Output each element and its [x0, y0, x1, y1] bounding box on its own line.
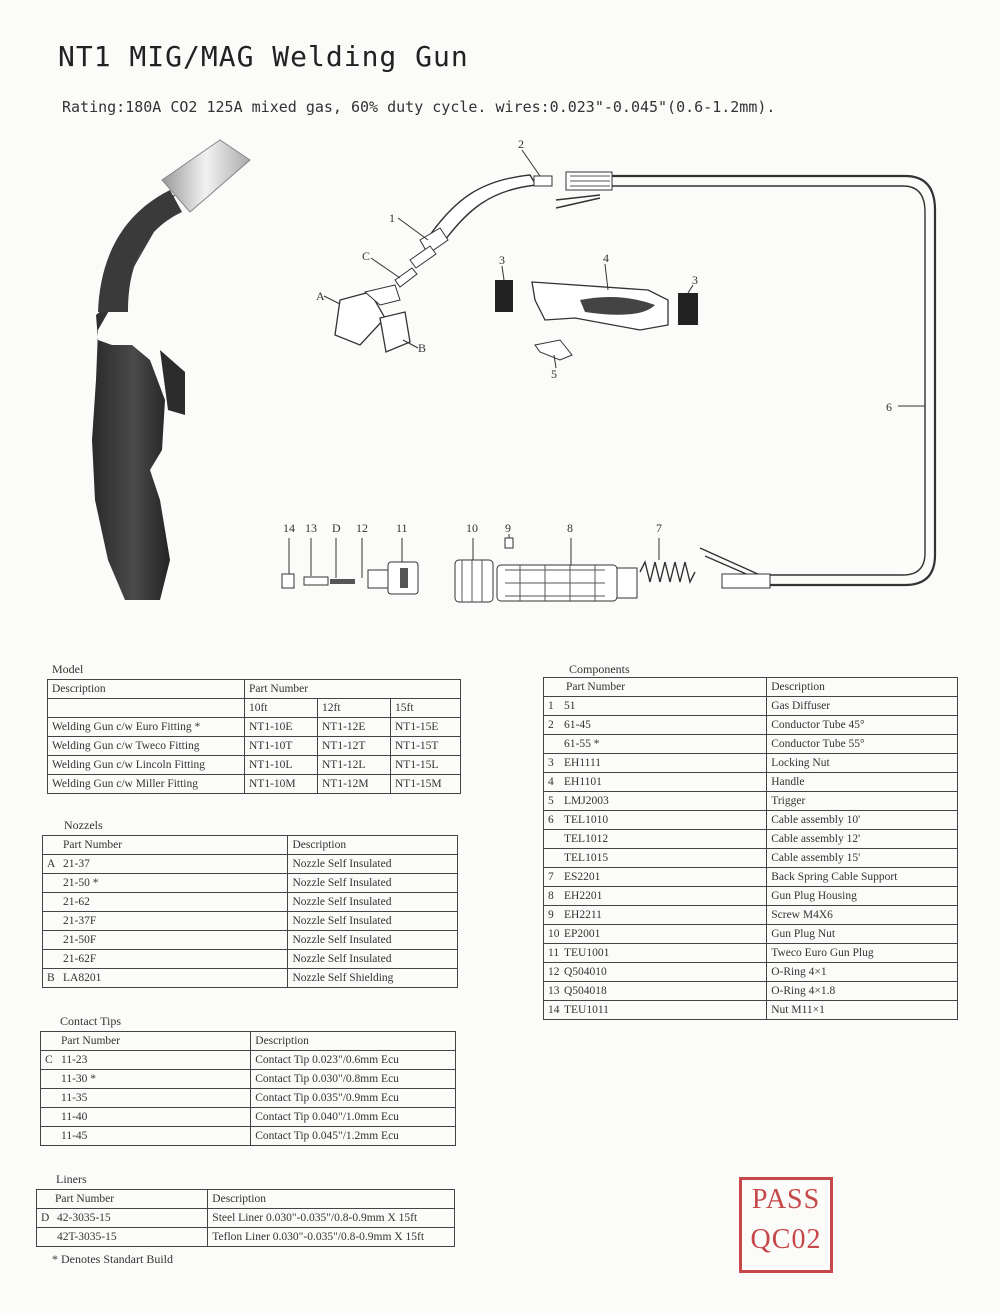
model-subheader-10ft: 10ft [245, 699, 318, 718]
liners-section-label: Liners [56, 1172, 87, 1186]
callout-3-right: 3 [692, 273, 698, 287]
callout-4: 4 [603, 251, 609, 265]
table-row: 14 TEU1011 Nut M11×1 [544, 1001, 958, 1020]
callout-14: 14 [283, 521, 295, 535]
table-row: 2 61-45 Conductor Tube 45° [544, 716, 958, 735]
page-title: NT1 MIG/MAG Welding Gun [58, 40, 469, 73]
welding-gun-photo [92, 140, 250, 600]
table-row: 21-50F Nozzle Self Insulated [43, 931, 458, 950]
liners-header-part-number: Part Number [37, 1190, 208, 1209]
footnote: * Denotes Standart Build [52, 1252, 173, 1266]
table-row: B LA8201 Nozzle Self Shielding [43, 969, 458, 988]
model-header-part-number: Part Number [245, 680, 461, 699]
table-row: 1 51 Gas Diffuser [544, 697, 958, 716]
components-header-part-number: Part Number [544, 678, 767, 697]
components-table [543, 677, 958, 1020]
callout-7: 7 [656, 521, 662, 535]
callout-3-left: 3 [499, 253, 505, 267]
table-row: Welding Gun c/w Tweco Fitting NT1-10T NT1-12T NT1-15T [48, 737, 461, 756]
callout-8: 8 [567, 521, 573, 535]
table-row: 11 TEU1001 Tweco Euro Gun Plug [544, 944, 958, 963]
nozzle-b [380, 312, 410, 352]
callout-d: D [332, 521, 341, 535]
liners-header-description: Description [208, 1190, 455, 1209]
contact-tips-section-label: Contact Tips [60, 1014, 122, 1028]
callout-c: C [362, 249, 371, 263]
table-row: 10 EP2001 Gun Plug Nut [544, 925, 958, 944]
table-row: 7 ES2201 Back Spring Cable Support [544, 868, 958, 887]
table-row: 21-37F Nozzle Self Insulated [43, 912, 458, 931]
part-9-screw [505, 538, 513, 548]
part-10-plug-nut [455, 560, 493, 602]
table-row: 11-45 Contact Tip 0.045"/1.2mm Ecu [41, 1127, 456, 1146]
callout-2: 2 [518, 137, 524, 151]
table-row: 9 EH2211 Screw M4X6 [544, 906, 958, 925]
qc-pass-stamp [739, 1177, 833, 1273]
model-table [47, 679, 461, 794]
callout-12: 12 [356, 521, 368, 535]
trigger [535, 340, 572, 360]
nozzles-section-label: Nozzels [64, 818, 103, 832]
conductor-tube [430, 175, 536, 240]
table-row: 21-62 Nozzle Self Insulated [43, 893, 458, 912]
table-row: 11-40 Contact Tip 0.040"/1.0mm Ecu [41, 1108, 456, 1127]
table-row: TEL1012 Cable assembly 12' [544, 830, 958, 849]
table-row: 21-62F Nozzle Self Insulated [43, 950, 458, 969]
part-7-spring [640, 562, 695, 582]
contact-tips-table [40, 1031, 456, 1146]
table-row: A 21-37 Nozzle Self Insulated [43, 855, 458, 874]
nozzles-table [42, 835, 458, 988]
model-subheader-15ft: 15ft [391, 699, 461, 718]
table-row: 42T-3035-15 Teflon Liner 0.030"-0.035"/0.8-0.9mm X 15ft [37, 1228, 455, 1247]
part-14-nut [282, 574, 294, 588]
callout-10: 10 [466, 521, 478, 535]
part-13-oring [304, 577, 328, 585]
table-row: 6 TEL1010 Cable assembly 10' [544, 811, 958, 830]
locking-nut-right [678, 293, 698, 325]
nozzles-header-part-number: Part Number [43, 836, 288, 855]
contact-tips-header-description: Description [251, 1032, 456, 1051]
part-d-liner [330, 579, 355, 584]
table-row: 3 EH1111 Locking Nut [544, 754, 958, 773]
table-row: 5 LMJ2003 Trigger [544, 792, 958, 811]
table-row: 61-55 * Conductor Tube 55° [544, 735, 958, 754]
table-row: 21-50 * Nozzle Self Insulated [43, 874, 458, 893]
components-section-label: Components [569, 662, 630, 676]
table-row: D 42-3035-15 Steel Liner 0.030"-0.035"/0.8-0.9mm X 15ft [37, 1209, 455, 1228]
callout-11: 11 [396, 521, 408, 535]
cable-inner [612, 186, 925, 575]
part-8-plug-housing [497, 565, 637, 601]
table-row: 12 Q504010 O-Ring 4×1 [544, 963, 958, 982]
locking-nut-left [495, 280, 513, 312]
table-row: C 11-23 Contact Tip 0.023"/0.6mm Ecu [41, 1051, 456, 1070]
callout-5: 5 [551, 367, 557, 381]
model-header-description: Description [48, 680, 245, 699]
table-row: 4 EH1101 Handle [544, 773, 958, 792]
table-row: 8 EH2201 Gun Plug Housing [544, 887, 958, 906]
table-row: TEL1015 Cable assembly 15' [544, 849, 958, 868]
callout-1: 1 [389, 211, 395, 225]
stamp-line-2: QC02 [750, 1224, 822, 1255]
callout-b: B [418, 341, 427, 355]
callout-a: A [316, 289, 325, 303]
neck-shape [98, 190, 182, 312]
table-row: 11-30 * Contact Tip 0.030"/0.8mm Ecu [41, 1070, 456, 1089]
table-row: 13 Q504018 O-Ring 4×1.8 [544, 982, 958, 1001]
table-row: Welding Gun c/w Miller Fitting NT1-10M NT1-12M NT1-15M [48, 775, 461, 794]
model-section-label: Model [52, 662, 84, 676]
components-header-description: Description [767, 678, 958, 697]
stamp-line-1: PASS [751, 1184, 821, 1215]
cable-end-bottom [722, 574, 770, 588]
callout-13: 13 [305, 521, 317, 535]
exploded-view-diagram [0, 130, 1000, 650]
rating-line: Rating:180A CO2 125A mixed gas, 60% duty cycle. wires:0.023"-0.045"(0.6-1.2mm). [62, 98, 776, 116]
callout-9: 9 [505, 521, 511, 535]
liners-table [36, 1189, 455, 1247]
nozzles-header-description: Description [288, 836, 458, 855]
model-subheader-12ft: 12ft [318, 699, 391, 718]
contact-tips-header-part-number: Part Number [41, 1032, 251, 1051]
part-11-euro-plug [368, 562, 418, 594]
callout-6: 6 [886, 400, 892, 414]
table-row: 11-35 Contact Tip 0.035"/0.9mm Ecu [41, 1089, 456, 1108]
table-row: Welding Gun c/w Euro Fitting * NT1-10E NT1-12E NT1-15E [48, 718, 461, 737]
table-row: Welding Gun c/w Lincoln Fitting NT1-10L NT1-12L NT1-15L [48, 756, 461, 775]
